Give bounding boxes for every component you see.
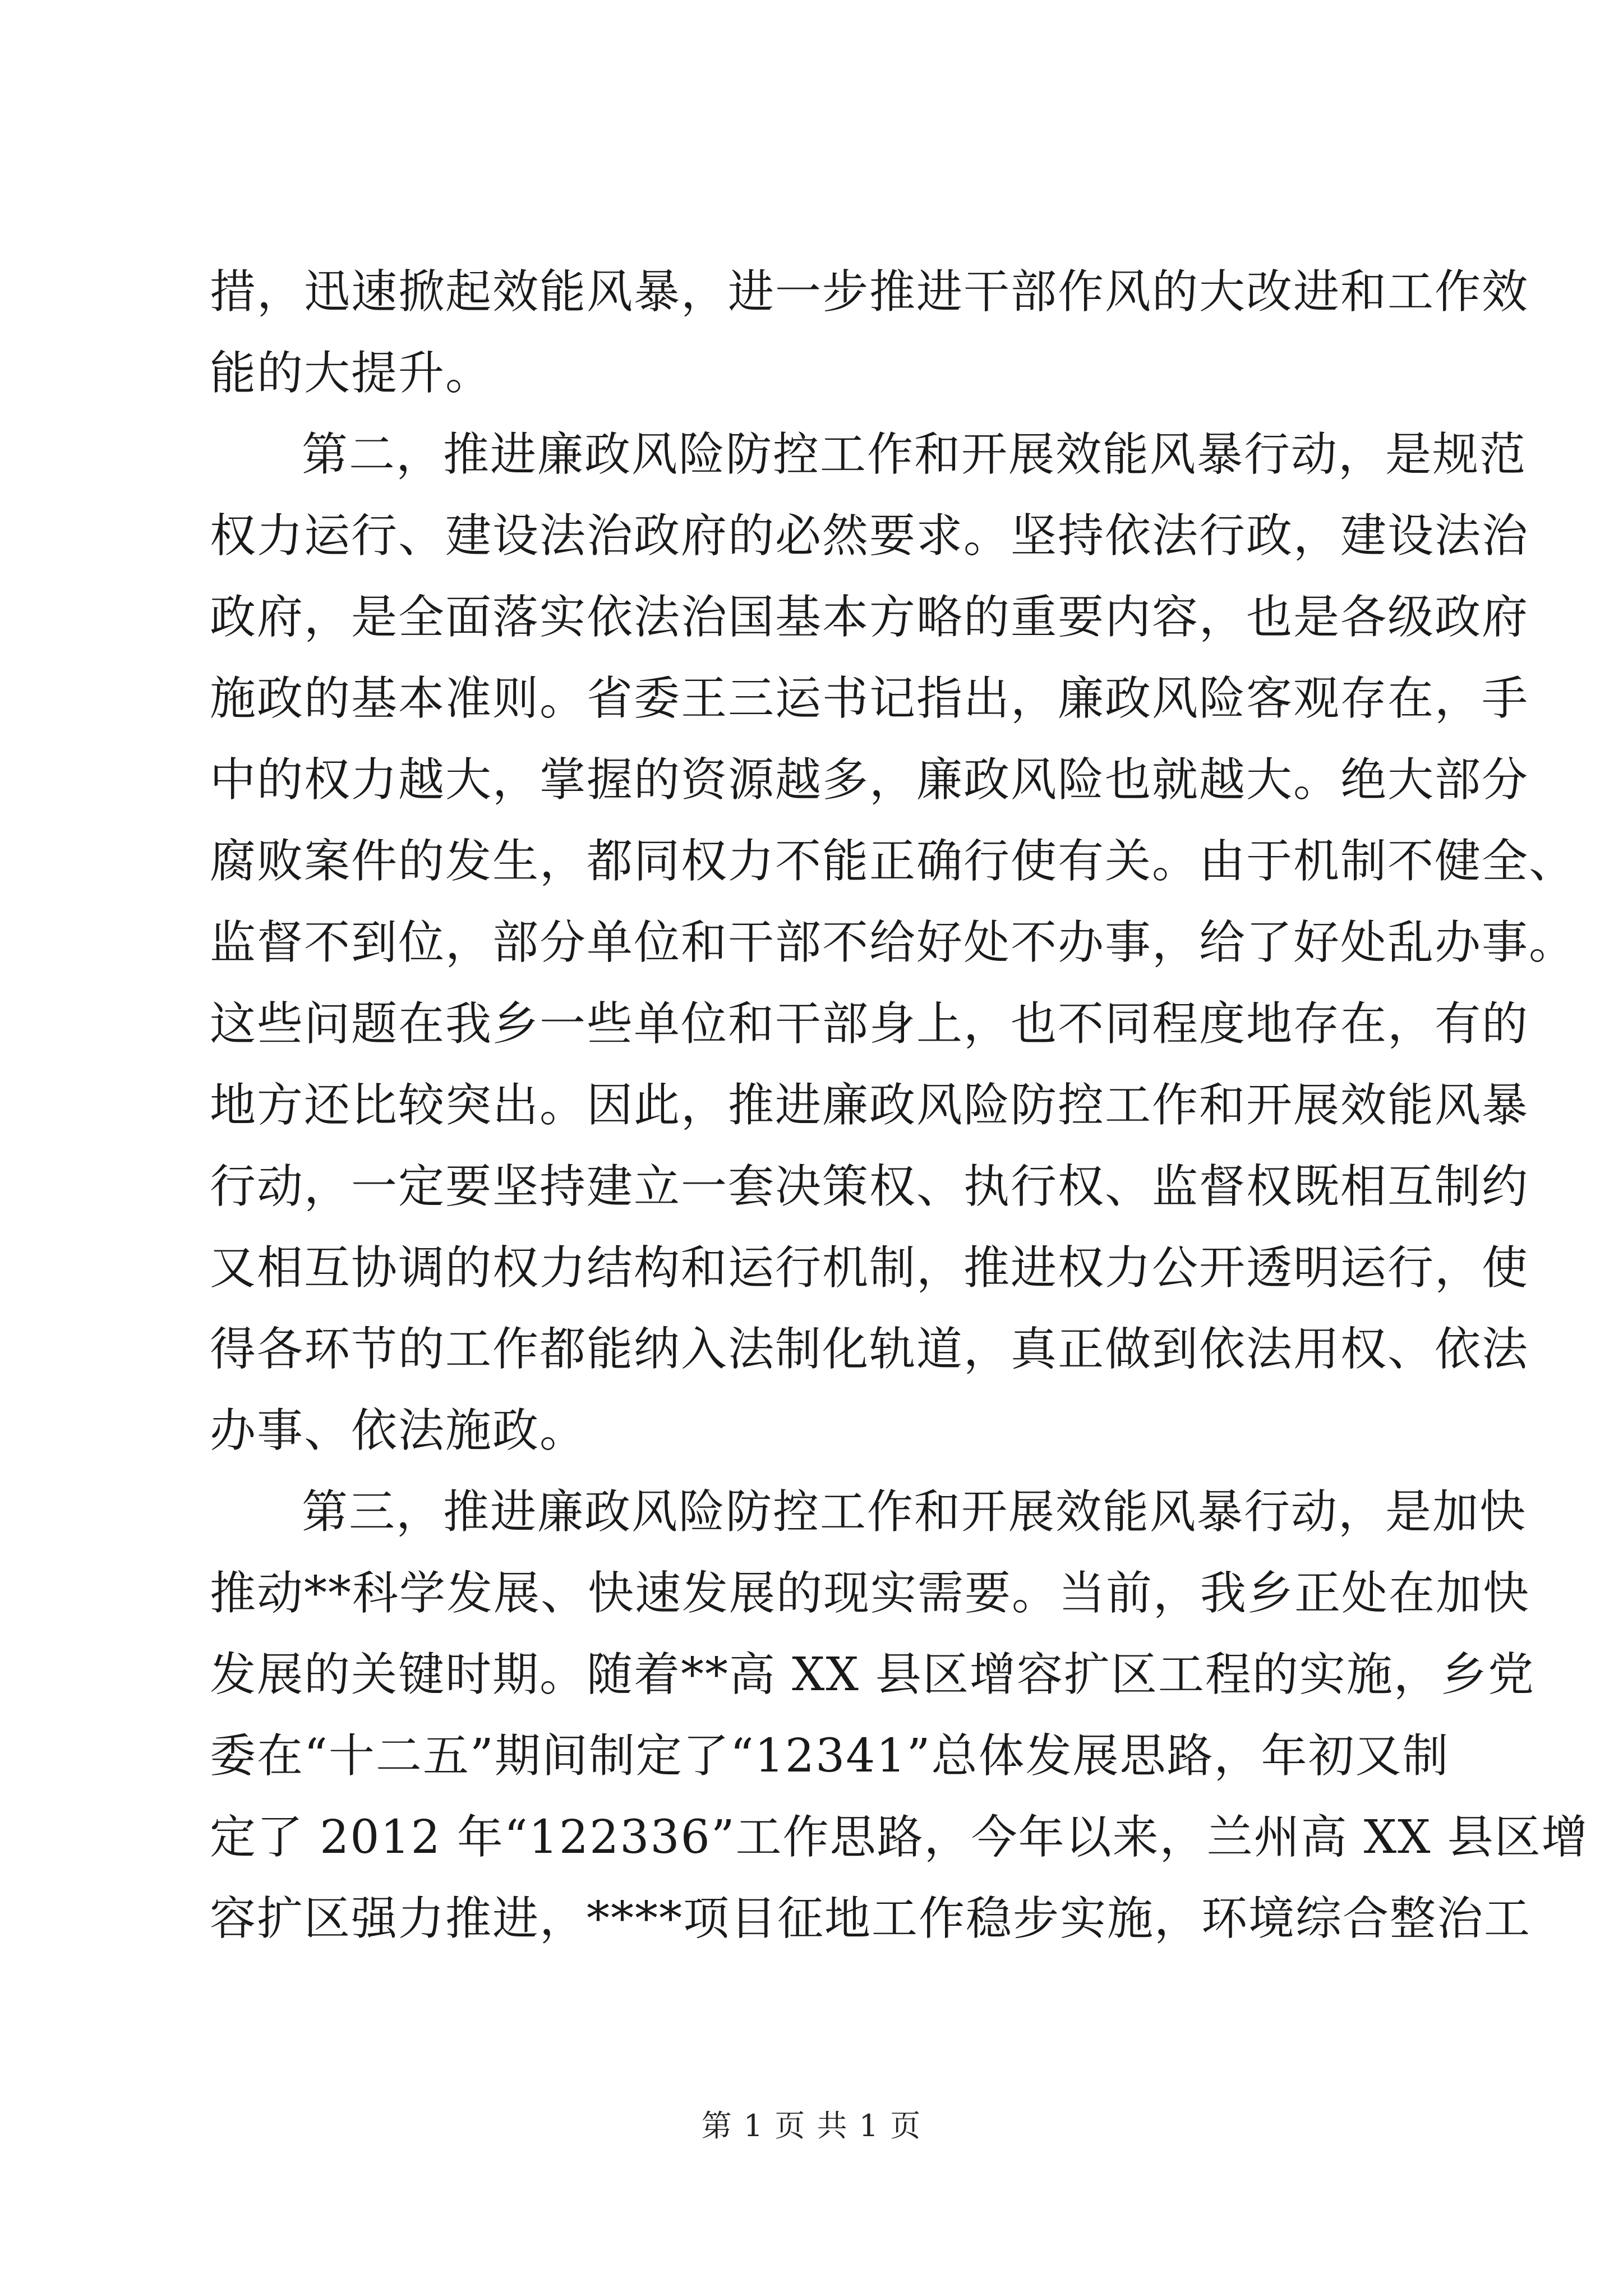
text-line: 地方还比较突出。因此，推进廉政风险防控工作和开展效能风暴 [210,1079,1529,1132]
text-line: 发展的关键时期。随着**高 XX 县区增容扩区工程的实施，乡党 [210,1648,1535,1701]
text-line: 权力运行、建设法治政府的必然要求。坚持依法行政，建设法治 [210,509,1529,563]
paragraph-first-line: 第三，推进廉政风险防控工作和开展效能风暴行动，是加快 [302,1485,1527,1539]
document-body [210,251,1589,1959]
text-line: 监督不到位，部分单位和干部不给好处不办事，给了好处乱办事。 [210,916,1576,969]
text-line: 能的大提升。 [210,347,493,400]
text-line: 又相互协调的权力结构和运行机制，推进权力公开透明运行，使 [210,1241,1529,1295]
text-line: 办事、依法施政。 [210,1404,587,1457]
text-line: 这些问题在我乡一些单位和干部身上，也不同程度地存在，有的 [210,997,1529,1051]
text-line: 中的权力越大，掌握的资源越多，廉政风险也就越大。绝大部分 [210,753,1529,807]
page-number: 第 1 页 共 1 页 [701,2108,922,2143]
paragraph-first-line: 第二，推进廉政风险防控工作和开展效能风暴行动，是规范 [302,428,1527,481]
text-line: 推动**科学发展、快速发展的现实需要。当前，我乡正处在加快 [210,1567,1530,1620]
text-line: 行动，一定要坚持建立一套决策权、执行权、监督权既相互制约 [210,1160,1529,1213]
text-line: 定了 2012 年“122336”工作思路，今年以来，兰州高 XX 县区增 [210,1811,1589,1864]
text-line: 腐败案件的发生，都同权力不能正确行使有关。由于机制不健全、 [210,835,1576,888]
text-line: 措，迅速掀起效能风暴，进一步推进干部作风的大改进和工作效 [210,265,1529,319]
text-line: 容扩区强力推进，****项目征地工作稳步实施，环境综合整治工 [210,1892,1532,1945]
text-line: 得各环节的工作都能纳入法制化轨道，真正做到依法用权、依法 [210,1323,1529,1376]
text-line: 委在“十二五”期间制定了“12341”总体发展思路，年初又制 [210,1729,1450,1783]
text-line: 施政的基本准则。省委王三运书记指出，廉政风险客观存在，手 [210,672,1529,725]
text-line: 政府，是全面落实依法治国基本方略的重要内容，也是各级政府 [210,591,1529,644]
page-footer [0,2106,1623,2146]
